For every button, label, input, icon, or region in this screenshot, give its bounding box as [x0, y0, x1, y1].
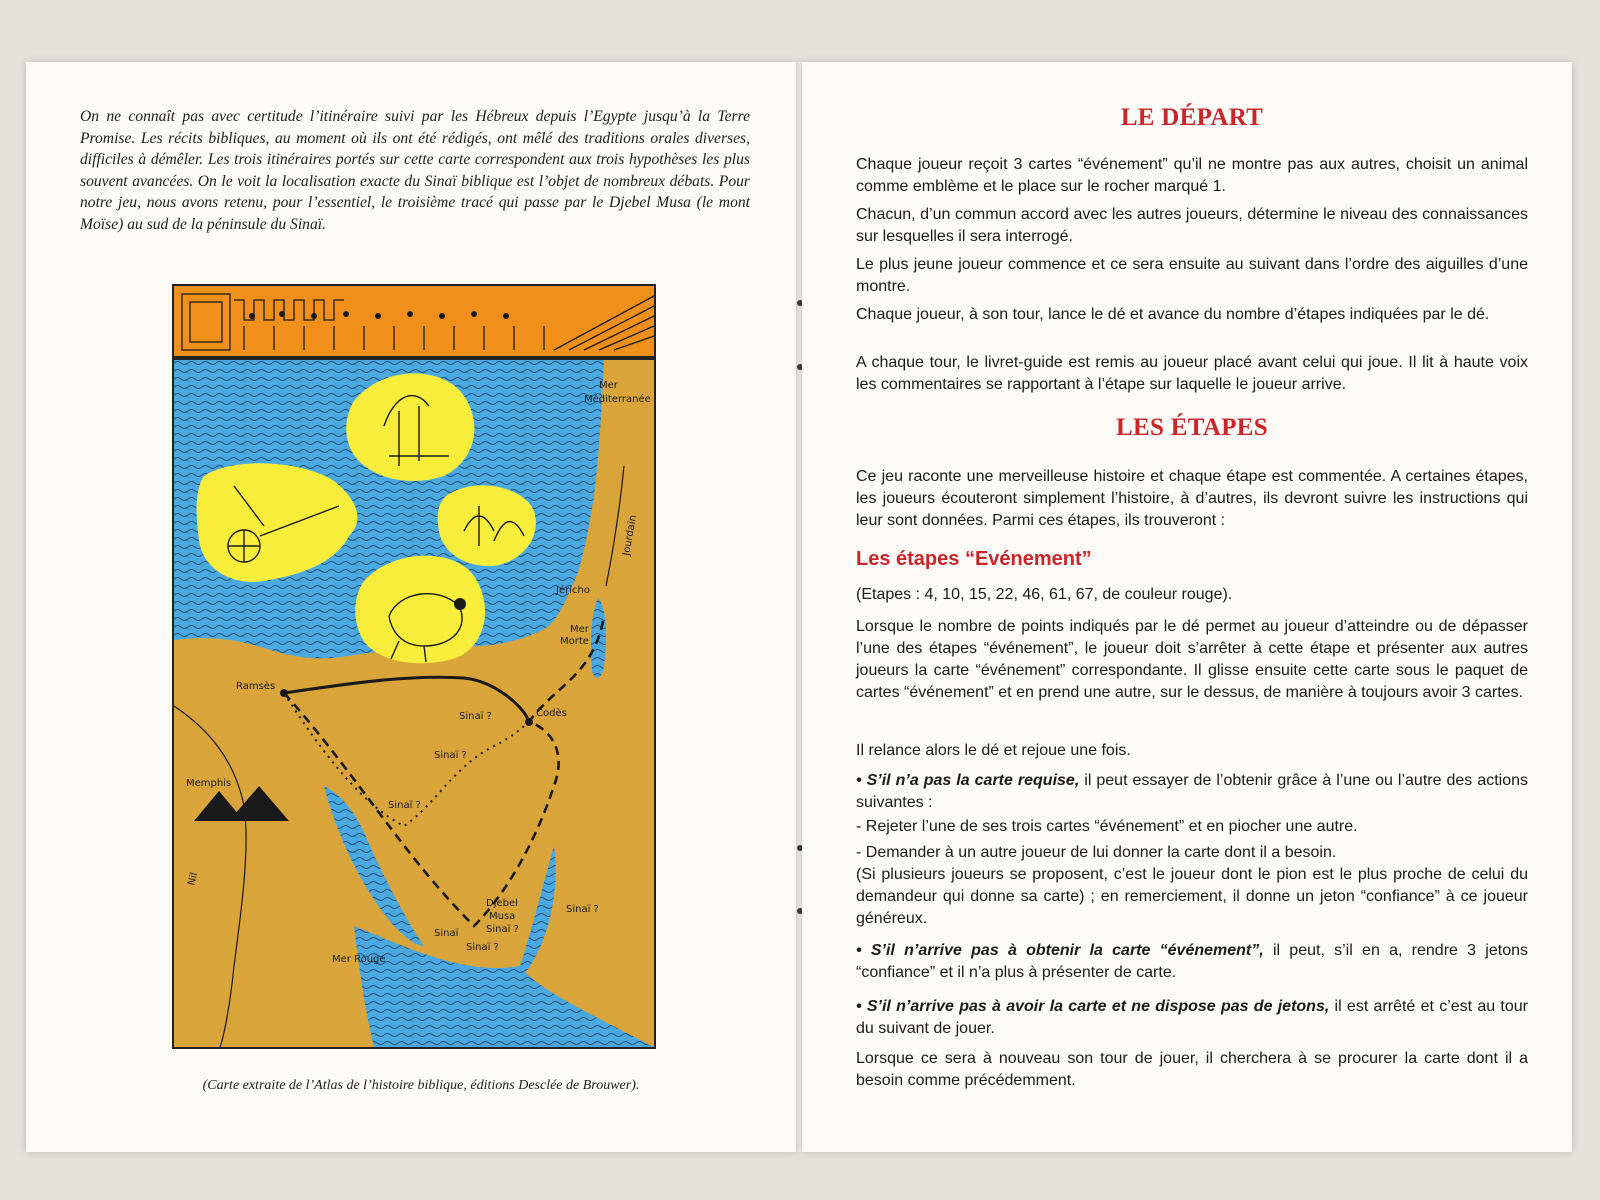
- gulf-of-aqaba: [520, 846, 556, 974]
- bullet-1-bold: • S’il n’a pas la carte requise,: [856, 772, 1080, 789]
- label-sinai-1: Sinaï ?: [459, 711, 492, 722]
- label-jericho: Jéricho: [556, 585, 590, 596]
- bullet-3-text: il est arrêté et c’est au tour du suivant de jouer.: [856, 998, 1528, 1037]
- depart-paragraph-3: Le plus jeune joueur commence et ce sera ensuite au suivant dans l’ordre des aiguilles d’une montre.: [856, 256, 1528, 295]
- bullet-3: [856, 996, 1528, 1040]
- jordan-river: [606, 466, 624, 586]
- etapes-paragraph-2: Lorsque le nombre de points indiqués par le dé permet au joueur d’atteindre ou de dépasser l’une des étapes “événement”, le joueur doit s’arrêter à cette étape et présenter aux autres joueurs la carte “événement” correspondante. Il glisse ensuite cette carte sous le paquet de cartes “événement” et en prend une autre, sur le dessus, de manière à toujours avoir 3 cartes.: [856, 618, 1528, 701]
- etapes-paragraph-4: Lorsque ce sera à nouveau son tour de jouer, il cherchera à se procurer la carte dont il a besoin comme précédemment.: [856, 1050, 1528, 1089]
- etapes-paragraph-1: Ce jeu raconte une merveilleuse histoire et chaque étape est commentée. A certaines étapes, les joueurs écouteront simplement l’histoire, à d’autres, ils devront suivre les instructions qui leur sont données. Parmi ces étapes, ils trouveront :: [856, 468, 1528, 529]
- bullet-2-bold: • S’il n’arrive pas à obtenir la carte “événement”,: [856, 942, 1264, 959]
- label-mer-morte-1: Mer: [570, 624, 589, 635]
- map-caption: (Carte extraite de l’Atlas de l’histoire biblique, éditions Desclée de Brouwer).: [202, 1078, 640, 1093]
- left-page: [26, 62, 796, 1152]
- nile-river: [174, 706, 246, 1047]
- map-illustration: [172, 284, 656, 1049]
- bullet-2: [856, 940, 1528, 984]
- label-djebel-2: Musa: [489, 911, 516, 922]
- dash-item-2-note: (Si plusieurs joueurs se proposent, c’est le joueur dont le pion est le plus proche de celui du demandeur qui donne sa carte) ; en remerciement, il donne un jeton “confiance” à ce joueur généreux.: [856, 866, 1528, 927]
- quail-vignette: [355, 556, 485, 664]
- intro-paragraph: On ne connaît pas avec certitude l’itinéraire suivi par les Hébreux depuis l’Egypte jusqu’à la Terre Promise. Les récits bibliques, au moment où ils ont été rédigés, ont mêlé des traditions orales diverses, difficiles à démêler. Les trois itinéraires portés sur cette carte correspondent aux trois hypothèses les plus souvent avancées. On le voit la localisation exacte du Sinaï biblique est l’objet de nombreux débats. Pour notre jeu, nous avons retenu, pour l’essentiel, le troisième tracé qui passe par le Djebel Musa (le mont Moïse) au sud de la péninsule du Sinaï.: [80, 108, 750, 233]
- bullet-2-text: il peut, s’il en a, rendre 3 jetons “confiance” et il n’a plus à présenter de carte.: [856, 942, 1528, 981]
- route-north: [284, 677, 529, 722]
- pyramids: [194, 786, 289, 821]
- label-sinai-5: Sinaï: [434, 928, 459, 939]
- evenement-note: (Etapes : 4, 10, 15, 22, 46, 61, 67, de couleur rouge).: [856, 586, 1233, 603]
- egyptian-frieze: [174, 286, 654, 358]
- label-sinai-4: Sinaï ?: [566, 904, 599, 915]
- route-south: [284, 616, 604, 926]
- label-codes: Codès: [536, 708, 567, 719]
- heading-depart: LE DÉPART: [1120, 104, 1264, 131]
- label-sinai-6: Sinaï ?: [466, 942, 499, 953]
- label-mediterranee: Méditerranée: [584, 394, 651, 405]
- etapes-paragraph-3: Il relance alors le dé et rejoue une fois.: [856, 742, 1131, 759]
- label-memphis: Memphis: [186, 778, 232, 789]
- depart-paragraph-4: Chaque joueur, à son tour, lance le dé et avance du nombre d’étapes indiquées par le dé.: [856, 306, 1490, 323]
- label-jourdain: Jourdain: [621, 514, 640, 557]
- subheading-evenement: Les étapes “Evénement”: [856, 548, 1092, 570]
- label-mer: Mer: [599, 380, 618, 391]
- label-nil: Nil: [186, 871, 201, 887]
- bullet-3-bold: • S’il n’arrive pas à avoir la carte et ne dispose pas de jetons,: [856, 998, 1330, 1015]
- bullet-1-text: il peut essayer de l’obtenir grâce à l’une ou l’autre des actions suivantes :: [856, 772, 1528, 811]
- label-djebel-1: Djebel: [486, 898, 518, 909]
- label-sinai-2: Sinaï ?: [434, 750, 467, 761]
- dash-item-2: - Demander à un autre joueur de lui donner la carte dont il a besoin.: [856, 844, 1337, 861]
- depart-paragraph-2: Chacun, d’un commun accord avec les autres joueurs, détermine le niveau des connaissances sur lesquelles il sera interrogé.: [856, 206, 1528, 245]
- label-djebel-3: Sinaï ?: [486, 924, 519, 935]
- label-sinai-3: Sinaï ?: [388, 800, 421, 811]
- heading-etapes: LES ÉTAPES: [1116, 414, 1268, 441]
- depart-paragraph-1: Chaque joueur reçoit 3 cartes “événement” qu’il ne montre pas aux autres, choisit un animal comme emblème et le place sur le rocher marqué 1.: [856, 156, 1528, 195]
- label-ramses: Ramsès: [236, 681, 276, 692]
- red-sea: [354, 926, 654, 1047]
- depart-paragraph-5: A chaque tour, le livret-guide est remis au joueur placé avant celui qui joue. Il lit à haute voix les commentaires se rapportant à l’étape sur laquelle le joueur arrive.: [856, 354, 1528, 393]
- right-page: [802, 62, 1572, 1152]
- dash-item-1: - Rejeter l’une de ses trois cartes “événement” et en piocher une autre.: [856, 818, 1358, 835]
- bullet-1: [856, 770, 1528, 814]
- label-mer-rouge: Mer Rouge: [332, 954, 386, 965]
- label-mer-morte-2: Morte: [560, 636, 589, 647]
